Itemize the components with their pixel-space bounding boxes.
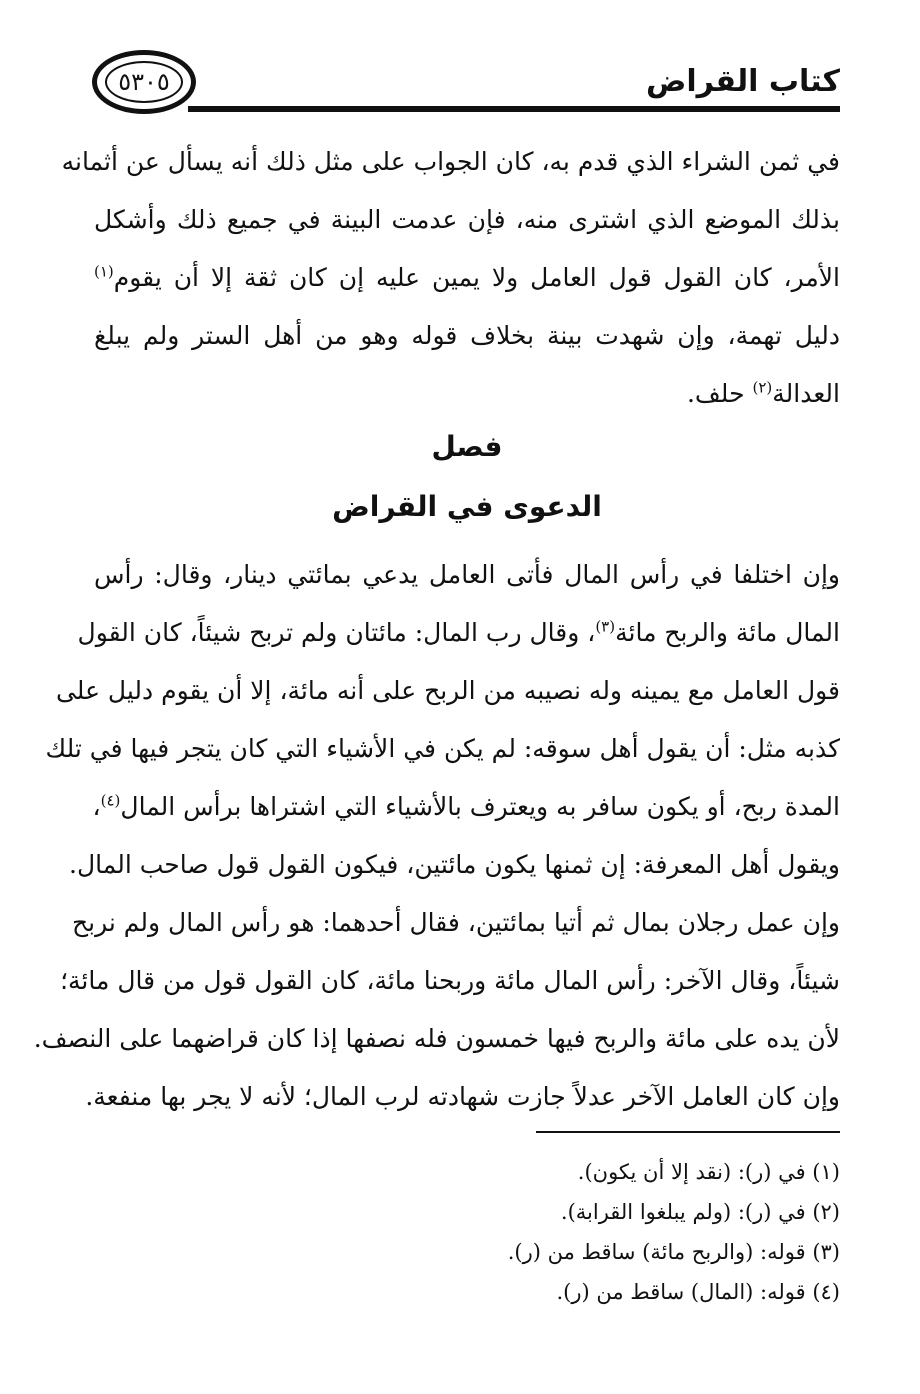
footnote-item: (٤) قوله: (المال) ساقط من (ر). [556, 1280, 840, 1304]
text-line: في ثمن الشراء الذي قدم به، كان الجواب على مثل ذلك أنه يسأل عن أثمانه [61, 147, 840, 176]
header-rule [188, 106, 840, 112]
text-line [77, 604, 840, 662]
paragraph-main [33, 546, 840, 1126]
text-line: وإن اختلفا في رأس المال فأتى العامل يدعي بمائتي دينار، وقال: رأس [94, 560, 840, 589]
text-line: شيئاً، وقال الآخر: رأس المال مائة وربحنا مائة، كان القول قول من قال مائة؛ [60, 966, 840, 995]
book-title: كتاب القراض [646, 64, 840, 99]
text-line: بذلك الموضع الذي اشترى منه، فإن عدمت البينة في جميع ذلك وأشكل [94, 205, 840, 234]
text-line [94, 365, 840, 423]
text-segment: المدة ربح، أو يكون سافر به ويعترف بالأشياء التي اشتراها برأس المال [120, 792, 840, 821]
footnote-item: (٣) قوله: (والربح مائة) ساقط من (ر). [507, 1240, 840, 1264]
text-line [94, 249, 840, 307]
text-line: وإن كان العامل الآخر عدلاً جازت شهادته لرب المال؛ لأنه لا يجر بها منفعة. [85, 1082, 840, 1111]
footnote-separator [536, 1131, 840, 1133]
subsection-heading: الدعوى في القراض [332, 490, 602, 523]
text-line: وإن عمل رجلان بمال ثم أتيا بمائتين، فقال أحدهما: هو رأس المال ولم نربح [71, 908, 840, 937]
text-segment: حلف. [686, 379, 753, 408]
page-number: ٥٣٠٥ [118, 68, 170, 96]
text-line: ويقول أهل المعرفة: إن ثمنها يكون مائتين، فيكون القول قول صاحب المال. [69, 850, 840, 879]
text-segment: الأمر، كان القول قول العامل ولا يمين عليه إن كان ثقة إلا أن يقوم [113, 263, 840, 292]
text-segment: ، وقال رب المال: مائتان ولم تربح شيئاً، كان القول [77, 618, 596, 647]
text-line: كذبه مثل: أن يقول أهل سوقه: لم يكن في الأشياء التي كان يتجر فيها في تلك [45, 734, 840, 763]
footnotes [94, 1152, 840, 1312]
text-line: دليل تهمة، وإن شهدت بينة بخلاف قوله وهو من أهل الستر ولم يبلغ [94, 321, 840, 350]
text-segment: ، [92, 792, 101, 821]
paragraph-continued [61, 133, 840, 423]
text-line [94, 778, 840, 836]
text-segment: العدالة [772, 379, 840, 408]
section-heading: فصل [431, 430, 503, 463]
page-header [92, 48, 840, 118]
footnote-item: (١) في (ر): (نقد إلا أن يكون). [577, 1160, 840, 1184]
text-segment: المال مائة والربح مائة [615, 618, 840, 647]
text-line: قول العامل مع يمينه وله نصيبه من الربح على أنه مائة، إلا أن يقوم دليل على [55, 676, 840, 705]
footnote-ref-2: (٢) [752, 378, 773, 397]
page-number-badge [92, 50, 196, 114]
footnote-ref-4: (٤) [100, 791, 121, 810]
footnote-ref-1: (١) [94, 262, 114, 281]
footnote-item: (٢) في (ر): (ولم يبلغوا القرابة). [560, 1200, 840, 1224]
footnote-ref-3: (٣) [595, 617, 616, 636]
text-line: لأن يده على مائة والربح فيها خمسون فله نصفها إذا كان قراضهما على النصف. [33, 1024, 840, 1053]
